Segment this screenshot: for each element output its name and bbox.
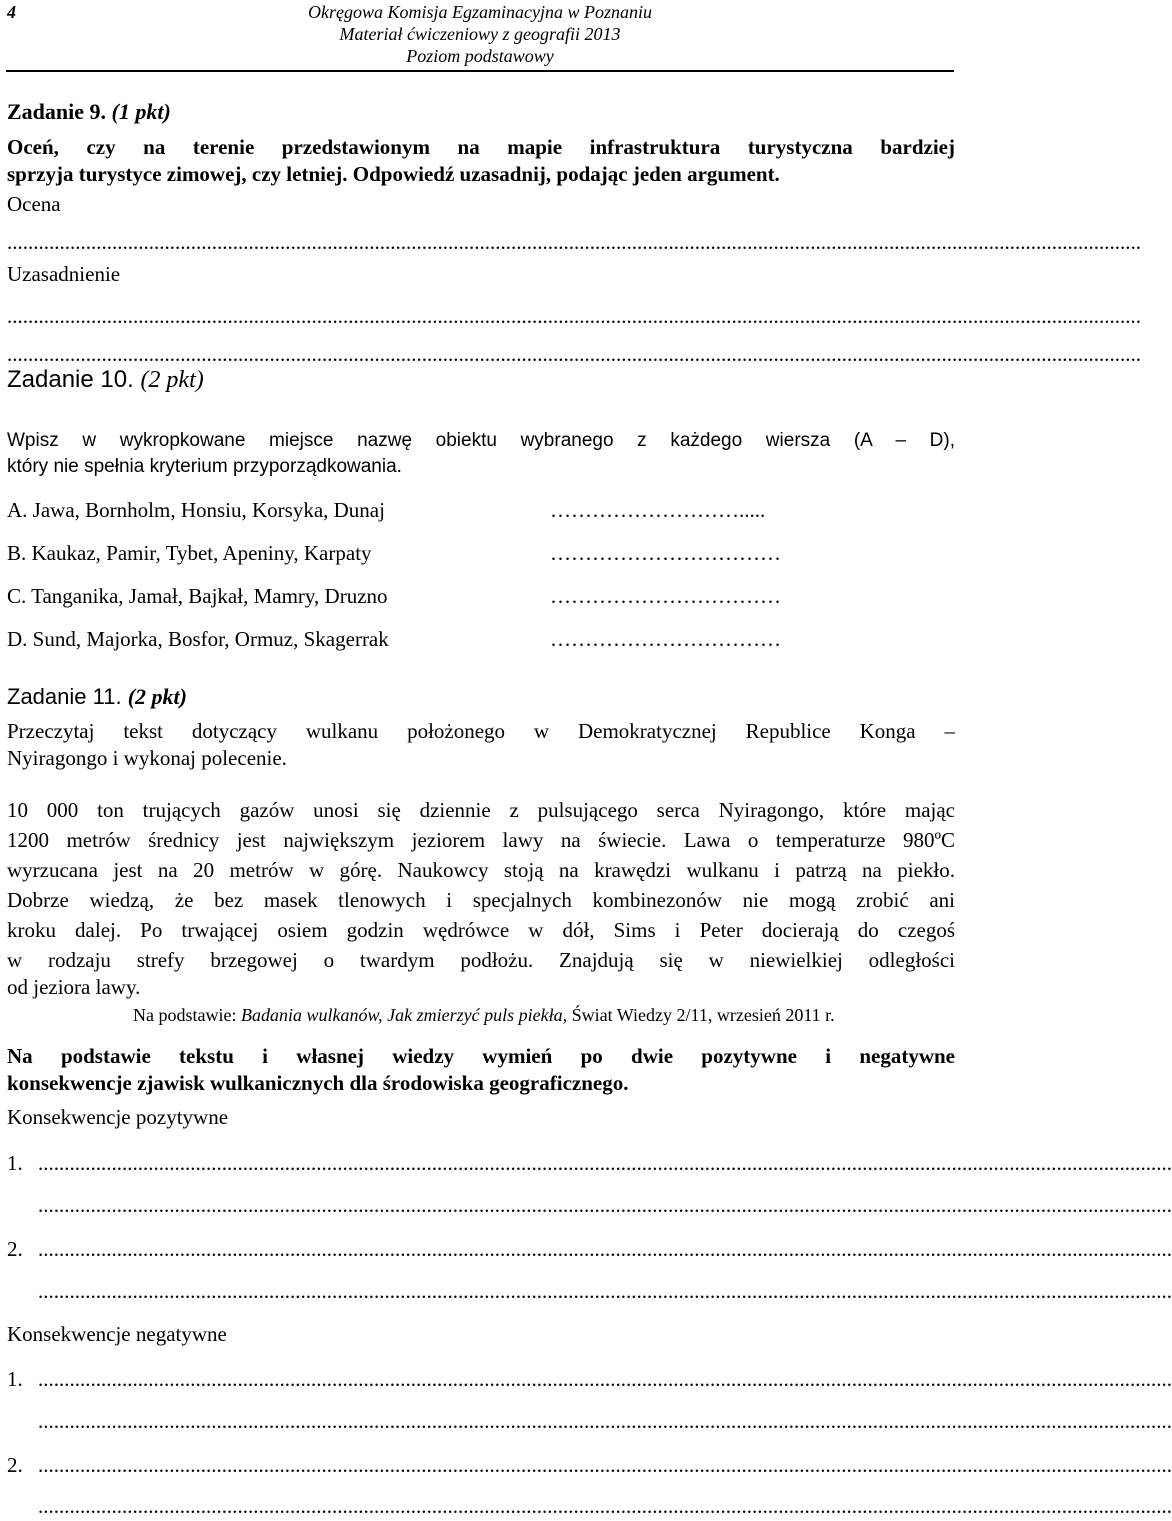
task10-title: Zadanie 10. xyxy=(7,366,134,393)
task11-passage-line-6: w rodzaju strefy brzegowej o twardym podłożu. Znajdują się w niewielkiej odległości xyxy=(7,948,955,972)
task11-source-title: Badania wulkanów, Jak zmierzyć puls piekła, xyxy=(240,1005,568,1025)
task11-source-suffix: Świat Wiedzy 2/11, wrzesień 2011 r. xyxy=(567,1005,835,1025)
task11-source-prefix: Na podstawie: xyxy=(133,1005,241,1025)
negative-item-2-number: 2. xyxy=(7,1453,23,1477)
positive-item-1-line-1[interactable]: ........................................................................................................................................................................................................................ xyxy=(38,1151,1172,1175)
positive-item-1-number: 1. xyxy=(7,1151,23,1175)
task9-justification-line-2[interactable]: ........................................................................................................................................................................................................................ xyxy=(7,342,1141,366)
header-rule xyxy=(6,70,954,72)
task11-command-2: konsekwencje zjawisk wulkanicznych dla środowiska geograficznego. xyxy=(7,1071,629,1095)
positive-item-2-line-2[interactable]: ........................................................................................................................................................................................................................ xyxy=(38,1279,1172,1303)
task11-points: (2 pkt) xyxy=(127,684,187,709)
header-line-1: Okręgowa Komisja Egzaminacyjna w Poznaniu xyxy=(308,2,652,22)
negative-consequences-label: Konsekwencje negatywne xyxy=(7,1322,227,1346)
task11-heading xyxy=(7,684,187,710)
task9-justification-label: Uzasadnienie xyxy=(7,262,121,286)
task10-row-d: D. Sund, Majorka, Bosfor, Ormuz, Skagerrak xyxy=(7,627,389,651)
task9-instruction-1: Oceń, czy na terenie przedstawionym na mapie infrastruktura turystyczna bardziej xyxy=(7,135,955,159)
task9-rating-label: Ocena xyxy=(7,192,61,216)
positive-item-2-number: 2. xyxy=(7,1237,23,1261)
task11-intro-1: Przeczytaj tekst dotyczący wulkanu położonego w Demokratycznej Republice Konga – xyxy=(7,719,955,743)
task11-source xyxy=(133,1005,835,1026)
positive-item-1-line-2[interactable]: ........................................................................................................................................................................................................................ xyxy=(38,1193,1172,1217)
task10-instruction-2: który nie spełnia kryterium przyporządkowania. xyxy=(7,456,402,477)
task10-points: (2 pkt) xyxy=(140,367,204,393)
header-line-2: Materiał ćwiczeniowy z geografii 2013 xyxy=(339,24,621,44)
task10-row-d-blank[interactable]: …………………………… xyxy=(550,627,781,651)
task11-passage-line-4: Dobrze wiedzą, że bez masek tlenowych i specjalnych kombinezonów nie mogą zrobić ani xyxy=(7,888,955,912)
negative-item-1-number: 1. xyxy=(7,1367,23,1391)
negative-item-1-line-2[interactable]: ........................................................................................................................................................................................................................ xyxy=(38,1409,1172,1433)
task11-passage-line-7: od jeziora lawy. xyxy=(7,975,141,999)
task10-row-c-blank[interactable]: …………………………… xyxy=(550,584,781,608)
negative-item-1-line-1[interactable]: ........................................................................................................................................................................................................................ xyxy=(38,1367,1172,1391)
task11-title: Zadanie 11. xyxy=(7,684,122,709)
task9-title: Zadanie 9. xyxy=(7,99,107,124)
positive-consequences-label: Konsekwencje pozytywne xyxy=(7,1105,229,1129)
task9-rating-answer-line[interactable]: ........................................................................................................................................................................................................................ xyxy=(7,230,1141,254)
task11-passage-line-5: kroku dalej. Po trwającej osiem godzin wędrówce w dół, Sims i Peter docierają do czegoś xyxy=(7,918,955,942)
task9-points: (1 pkt) xyxy=(111,99,171,124)
task9-justification-line-1[interactable]: ........................................................................................................................................................................................................................ xyxy=(7,304,1141,328)
task9-heading xyxy=(7,99,171,125)
task11-passage-line-3: wyrzucana jest na 20 metrów w górę. Naukowcy stoją na krawędzi wulkanu i patrzą na piekło. xyxy=(7,858,955,882)
task10-instruction-1: Wpisz w wykropkowane miejsce nazwę obiektu wybranego z każdego wiersza (A – D), xyxy=(7,430,955,451)
task10-row-a-blank[interactable]: ………………………..... xyxy=(550,498,766,522)
task11-passage-line-1: 10 000 ton trujących gazów unosi się dziennie z pulsującego serca Nyiragongo, które mając xyxy=(7,798,955,822)
task9-instruction-2: sprzyja turystyce zimowej, czy letniej. Odpowiedź uzasadnij, podając jeden argument. xyxy=(7,162,780,186)
task10-row-c: C. Tanganika, Jamał, Bajkał, Mamry, Druzno xyxy=(7,584,388,608)
negative-item-2-line-2[interactable]: ........................................................................................................................................................................................................................ xyxy=(38,1494,1172,1518)
task11-passage-line-2: 1200 metrów średnicy jest największym jeziorem lawy na świecie. Lawa o temperaturze 980ºC xyxy=(7,828,955,852)
task11-intro-2: Nyiragongo i wykonaj polecenie. xyxy=(7,746,287,770)
task10-heading xyxy=(7,366,204,394)
page-number: 4 xyxy=(7,2,16,22)
negative-item-2-line-1[interactable]: ........................................................................................................................................................................................................................ xyxy=(38,1453,1172,1477)
task11-command-1: Na podstawie tekstu i własnej wiedzy wymień po dwie pozytywne i negatywne xyxy=(7,1044,955,1068)
positive-item-2-line-1[interactable]: ........................................................................................................................................................................................................................ xyxy=(38,1237,1172,1261)
header-line-3: Poziom podstawowy xyxy=(406,46,554,66)
task10-row-b: B. Kaukaz, Pamir, Tybet, Apeniny, Karpaty xyxy=(7,541,372,565)
task10-row-a: A. Jawa, Bornholm, Honsiu, Korsyka, Dunaj xyxy=(7,498,385,522)
task10-row-b-blank[interactable]: …………………………… xyxy=(550,541,781,565)
